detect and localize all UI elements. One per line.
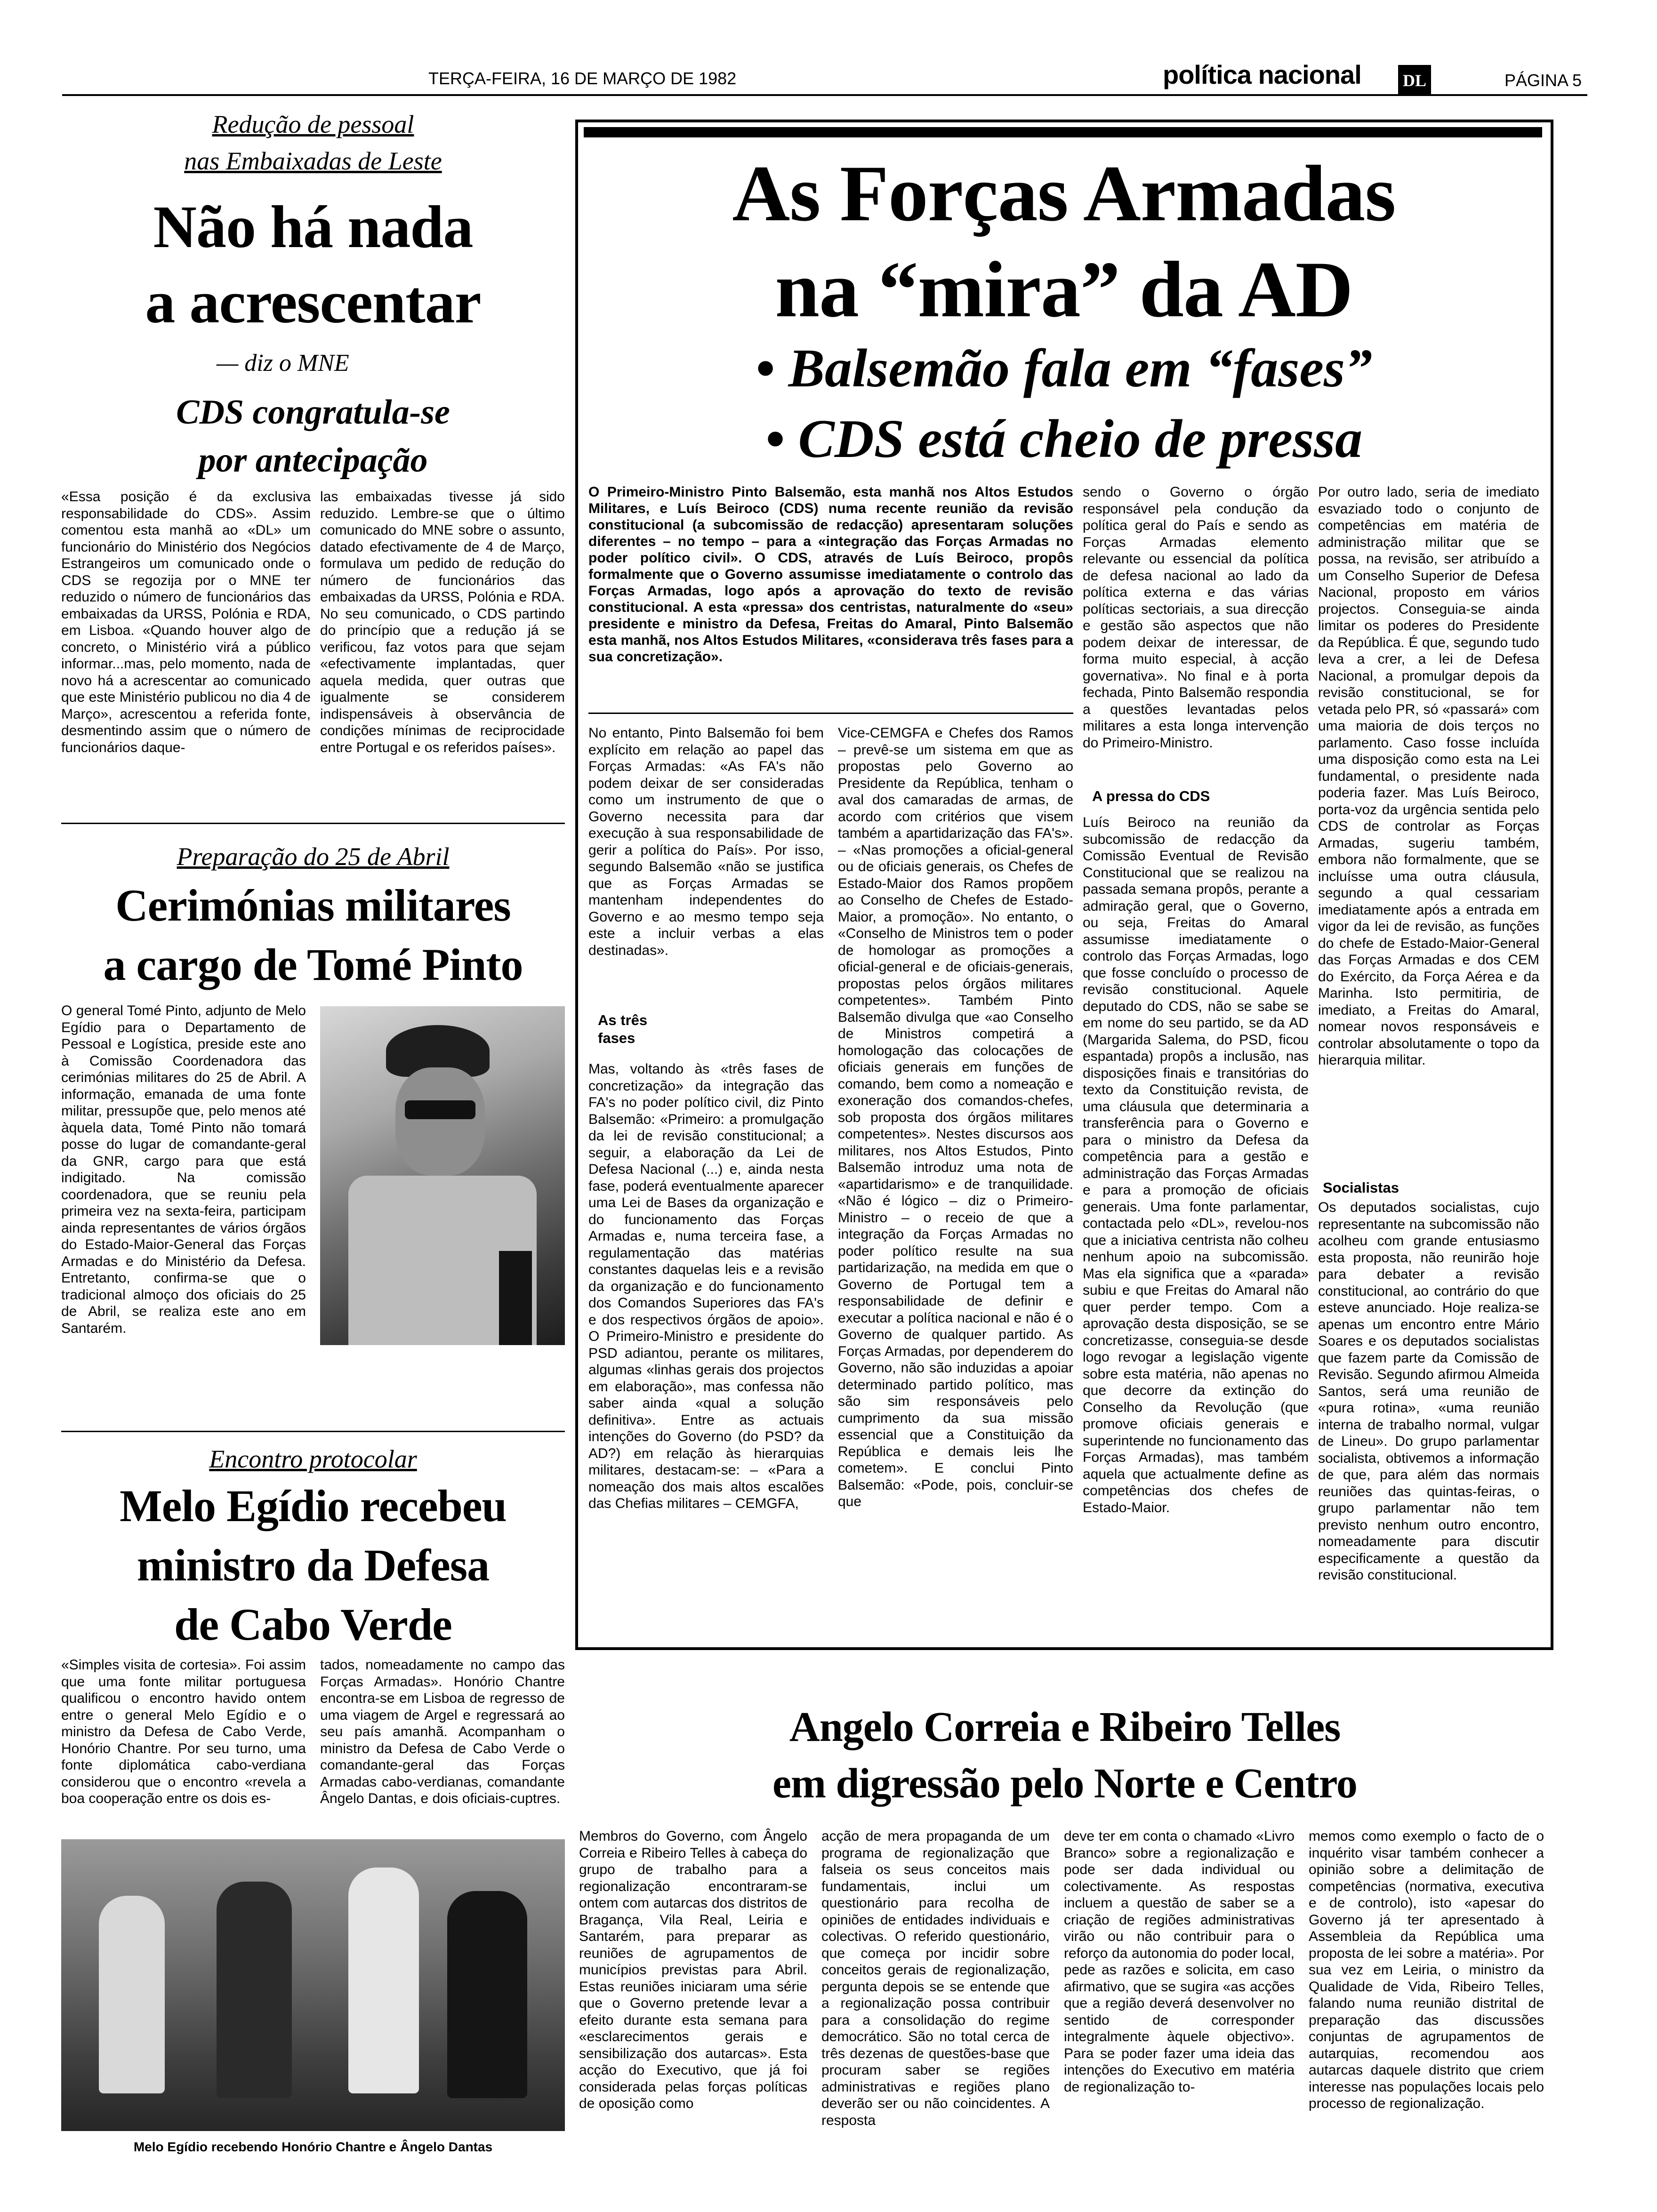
forcas-col-3b: Luís Beiroco na reunião da subcomissão de redacção da Comissão Eventual de Revisão Constitucional que se realizou na passada semana propôs, perante a admiração geral, que o Governo, ou seja, Freitas do Amaral assumisse imediatamente o controlo das Forças Armadas, logo que fosse concluído o processo de revisão constitucional. Aquele deputado do CDS, não se sabe se em nome do seu partido, se da AD (Margarida Salema, do PSD, ficou espantada) propôs a inclusão, nas disposições finais e transitórias do texto da Constituição revista, de uma cláusula que determinaria a transferência para o Governo e para o ministro da Defesa da competência para a gestão e administração das Forças Armadas e para a promoção de oficiais generais. Uma fonte parlamentar, contactada pelo «DL», revelou-nos que a iniciativa centrista não colheu nenhum apoio na subcomissão. Mas ela significa que a «parada» subiu e que Freitas do Amaral não quer perder tempo. Com a aprovação desta disposição, se se concretizasse, conseguia-se desde logo revogar a legislação vigente sobre esta matéria, não apenas no que decorre da extinção do Conselho da Revolução (que promove oficiais generais e superintende no funcionamento das Forças Armadas), mas também aquela que actualmente define as competências dos chefes de Estado-Maior. (1083, 815, 1309, 1515)
angelo-col-1: Membros do Governo, com Ângelo Correia e Ribeiro Telles à cabeça do grupo de trabalho para a regionalização encontraram-se ontem com autarcas dos distritos de Bragança, Vila Real, Leiria e Santarém, para preparar as reuniões de agrupamentos de municípios previstas para Abril. Estas reuniões iniciaram uma série que o Governo pretende levar a efeito durante esta semana para «esclarecimentos gerais e sensibilização dos autarcas». Esta acção do Executivo, que já foi considerada pelas forças políticas de oposição como (579, 1828, 807, 2111)
masthead-rule (62, 94, 1587, 96)
embaixadas-col-2: las embaixadas tivesse já sido reduzido. Lembre-se que o último comunicado do MNE sobre o assunto, datado efectivamente de 4 de Março, formulava um pedido de redução do número de funcionários das embaixadas da URSS, Polónia e RDA. No seu comunicado, o CDS partindo do princípio que a redução já se verificou, faz votos para que sejam «efectivamente implantadas, quer aquela medida, quer outras que igualmente se considerem indispensáveis à observância de condições mínimas de reciprocidade entre Portugal e os referidos países». (320, 489, 565, 755)
embaixadas-headline-2: a acrescentar (145, 269, 481, 336)
forcas-col-1a: No entanto, Pinto Balsemão foi bem explícito em relação ao papel das Forças Armadas: «As FA's não podem deixar de ser consideradas como um instrumento de que o Governo necessita para dar execução à sua responsabilidade de gerir a política do País». Por isso, segundo Balsemão «não se justifica que as Forças Armadas se mantenham independentes do Governo e ao mesmo tempo seja este a incluir verbas a elas destinadas». (588, 725, 824, 958)
forcas-lead: O Primeiro-Ministro Pinto Balsemão, esta manhã nos Altos Estudos Militares, e Luís Beiroco (CDS) numa recente reunião da revisão constitucional (a subcomissão de redacção) apresentaram soluções diferentes – no tempo – para a «integração das Forças Armadas no poder político civil». O CDS, através de Luís Beiroco, propôs formalmente que o Governo assumisse imediatamente o controlo das Forças Armadas, logo após a aprovação do texto de revisão constitucional. A esta «pressa» dos centristas, naturalmente do «seu» presidente e ministro da Defesa, Freitas do Amaral, Pinto Balsemão esta manhã, nos Altos Estudos Militares, «considerava três fases para a sua concretização». (588, 484, 1073, 665)
forcas-deck-1: • Balsemão fala em “fases” (755, 338, 1373, 399)
forcas-col-4b: Os deputados socialistas, cujo representante na subcomissão não acolheu com grande entusiasmo esta proposta, não reunirão hoje para debater a revisão constitucional, ao contrário do que esteve anunciado. Hoje realiza-se apenas um encontro entre Mário Soares e os deputados socialistas que fazem parte da Comissão de Revisão. Segundo afirmou Almeida Santos, será uma reunião de «pura rotina», «uma reunião interna de trabalho normal, vulgar de Lineu». Do grupo parlamentar socialista, obtivemos a informação de que, para além das normais reuniões das quintas-feiras, o grupo parlamentar não tem previsto nenhum outro encontro, nomeadamente para discutir especificamente a questão da revisão constitucional. (1318, 1200, 1539, 1583)
masthead-date: TERÇA-FEIRA, 16 DE MARÇO DE 1982 (428, 69, 737, 88)
lead-rule (588, 713, 1073, 714)
cerimonias-headline-2: a cargo de Tomé Pinto (103, 939, 523, 990)
angelo-col-3: deve ter em conta o chamado «Livro Branco» sobre a regionalização e pode ser dada individual ou colectivamente. As respostas incluem a questão de saber se a criação de regiões administrativas virão ou não contribuir para o reforço da autonomia do poder local, pede as razões e solicita, em caso afirmativo, que se sugira «as acções que a região deverá desenvolver no sentido de corresponder integralmente àquele objectivo». Para se poder fazer uma ideia das intenções do Executivo em matéria de regionalização to- (1064, 1828, 1295, 2095)
divider-1 (61, 823, 565, 824)
cerimonias-kicker: Preparação do 25 de Abril (177, 842, 450, 871)
section-title: política nacional (1163, 60, 1361, 89)
angelo-headline-1: Angelo Correia e Ribeiro Telles (789, 1704, 1341, 1750)
forcas-headline-2: na “mira” da AD (775, 245, 1353, 334)
dl-logo: DL (1398, 65, 1431, 96)
cabo-verde-col-2: tados, nomeadamente no campo das Forças Armadas». Honório Chantre encontra-se em Lisboa de regresso de uma viagem de Argel e regressará ao seu país amanhã. Acompanham o ministro da Defesa de Cabo Verde o comandante-geral das Forças Armadas cabo-verdianas, comandante Ângelo Dantas, e dois oficiais-cuptres. (320, 1657, 565, 1806)
cabo-verde-kicker: Encontro protocolar (209, 1445, 417, 1473)
forcas-top-bar (584, 127, 1542, 137)
angelo-col-4: memos como exemplo o facto de o inquérito visar também conhecer a opinião sobre a delimitação de competências (normativa, executiva e de controlo), isto «apesar do Governo já ter apresentado à Assembleia da República uma proposta de lei sobre a matéria». Por sua vez em Leiria, o ministro da Qualidade de Vida, Ribeiro Telles, falando numa reunião distrital de preparação das discussões conjuntas de agrupamentos de autarquias, recomendou aos autarcas daquele distrito que criem interesse nas populações locais pelo processo de regionalização. (1309, 1828, 1544, 2111)
forcas-col-2: Vice-CEMGFA e Chefes dos Ramos – prevê-se um sistema em que as propostas pelo Governo ao Presidente da República, tenham o aval dos camaradas de armas, de acordo com critérios que visem também a apartidarização das FA's». – «Nas promoções a oficial-general ou de oficiais generais, os Chefes de Estado-Maior dos Ramos propõem ao Conselho de Chefes de Estado-Maior, a promoção». No entanto, o «Conselho de Ministros tem o poder de homologar as promoções a oficial-general e de oficiais-generais, propostas pelos órgãos militares competentes». Também Pinto Balsemão divulga que «ao Conselho de Ministros competirá a homologação das colocações de oficiais generais em funções de comando, bem como a nomeação e exoneração dos comandos-chefes, sob proposta dos órgãos militares competentes». Nestes discursos aos militares, nos Altos Estudos, Pinto Balsemão introduz uma nota de «apartidarismo» e de tranquilidade. «Não é lógico – diz o Primeiro-Ministro – o receio de que a integração da Forças Armadas no poder político resulte na sua partidarização, na medida em que o Governo de Portugal tem a responsabilidade de definir e executar a política nacional e não é o Governo de qualquer partido. As Forças Armadas, por dependerem do Governo, não são induzidas a apoiar determinado partido político, mas são sim responsáveis pelo cumprimento da sua missão essencial que a Constituição da República e demais leis lhe cometem». E conclui Pinto Balsemão: «Pode, pois, concluir-se que (838, 725, 1073, 1509)
forcas-headline-1: As Forças Armadas (732, 149, 1396, 238)
melo-egidio-photo (61, 1839, 565, 2131)
forcas-col-3a: sendo o Governo o órgão responsável pela condução da política geral do País e sendo as Forças Armadas elemento relevante ou essencial da política de defesa nacional ao lado da política externa e das várias políticas sectoriais, a sua direcção e gestão são aspectos que não podem deixar de interessar, de forma muito especial, à acção governativa». No final e à porta fechada, Pinto Balsemão respondia a questões levantadas pelos militares a esta longa intervenção do Primeiro-Ministro. (1083, 484, 1309, 751)
angelo-headline-2: em digressão pelo Norte e Centro (772, 1760, 1357, 1807)
forcas-sub-fases-2: fases (598, 1030, 635, 1046)
cabo-verde-headline-2: ministro da Defesa (137, 1540, 490, 1590)
cerimonias-body: O general Tomé Pinto, adjunto de Melo Egídio para o Departamento de Pessoal e Logística, preside este ano à Comissão Coordenadora das cerimónias militares do 25 de Abril. A informação, emanada de uma fonte militar, pressupõe que, pelo menos até àquela data, Tomé Pinto não tomará posse do lugar de comandante-geral da GNR, cargo para que está indigitado. Na comissão coordenadora, que se reuniu pela primeira vez na sexta-feira, participam ainda representantes de vários órgãos do Estado-Maior-General das Forças Armadas e do Ministério da Defesa. Entretanto, confirma-se que o tradicional almoço dos oficiais do 25 de Abril, se realiza este ano em Santarém. (61, 1003, 306, 1336)
page-number: PÁGINA 5 (1504, 71, 1582, 90)
cabo-verde-col-1: «Simples visita de cortesia». Foi assim que uma fonte militar portuguesa qualificou o encontro havido ontem entre o general Melo Egídio e o ministro da Defesa de Cabo Verde, Honório Chantre. Por seu turno, uma fonte diplomática cabo-verdiana considerou que o encontro «revela a boa cooperação entre os dois es- (61, 1657, 306, 1806)
embaixadas-headline-1: Não há nada (153, 193, 473, 260)
angelo-col-2: acção de mera propaganda de um programa de regionalização que falseia os seus conceitos mais fundamentais, inclui um questionário para recolha de opiniões de entidades individuais e colectivas. O referido questionário, que começa por incidir sobre conceitos gerais de regionalização, pergunta depois se se entende que a regionalização possa contribuir para a consolidação do regime democrático. São no total cerca de três dezenas de questões-base que procuram saber se regiões administrativas e regiões plano deverão ser ou não coincidentes. A resposta (821, 1828, 1050, 2128)
embaixadas-kicker-2: nas Embaixadas de Leste (184, 147, 442, 175)
forcas-sub-fases-1: As três (598, 1012, 648, 1028)
embaixadas-kicker-1: Redução de pessoal (212, 110, 414, 138)
divider-2 (61, 1431, 565, 1432)
embaixadas-subhead-1: CDS congratula-se (176, 393, 450, 432)
forcas-deck-2: • CDS está cheio de pressa (765, 409, 1363, 469)
tome-pinto-photo (320, 1006, 565, 1345)
cabo-verde-headline-1: Melo Egídio recebeu (120, 1481, 507, 1531)
forcas-col-1b: Mas, voltando às «três fases de concretização» da integração das FA's no poder político civil, diz Pinto Balsemão: «Primeiro: a promulgação da lei de revisão constitucional; a seguir, a elaboração da Lei de Defesa Nacional (...) e, ainda nesta fase, poderá eventualmente aparecer uma Lei de Bases da organização e do funcionamento das Forças Armadas e, numa terceira fase, a regulamentação das matérias constantes daquelas leis e a revisão da organização e do funcionamento dos Comandos Superiores das FA's e dos respectivos órgãos de apoio». O Primeiro-Ministro e presidente do PSD adiantou, perante os militares, algumas «linhas gerais dos projectos em elaboração», mas confessa não saber ainda «qual a solução definitiva». Entre as actuais intenções do Governo (do PSD? da AD?) em relação às hierarquias militares, destacam-se: – «Para a nomeação dos mais altos escalões das Chefias militares – CEMGFA, (588, 1061, 824, 1511)
melo-egidio-caption: Melo Egídio recebendo Honório Chantre e Ângelo Dantas (133, 2140, 493, 2154)
embaixadas-col-1: «Essa posição é da exclusiva responsabilidade do CDS». Assim comentou esta manhã ao «DL» um funcionário do Ministério dos Negócios Estrangeiros um comunicado onde o CDS se regozija por o MNE ter reduzido o número de funcionários das embaixadas da URSS, Polónia e RDA, em Lisboa. «Quando houver algo de concreto, o Ministério virá a público informar...mas, pelo momento, nada de novo há a acrescentar ao comunicado que este Ministério publicou no dia 4 de Março», acrescentou a referida fonte, desmentindo assim que o número de funcionários daque- (61, 489, 311, 755)
forcas-sub-pressa: A pressa do CDS (1092, 788, 1210, 804)
cabo-verde-headline-3: de Cabo Verde (174, 1599, 452, 1650)
forcas-col-4a: Por outro lado, seria de imediato esvaziado todo o conjunto de competências em matéria de administração militar que se possa, na revisão, ser atribuído a um Conselho Superior de Defesa Nacional, proposto em vários projectos. Conseguia-se ainda limitar os poderes do Presidente da República. É que, segundo tudo leva a crer, a lei de Defesa Nacional, a promulgar depois da revisão constitucional, se for vetada pelo PR, só «passará» com uma maioria de dois terços no parlamento. Caso fosse incluída uma disposição como esta na Lei fundamental, o presidente nada poderia fazer. Mas Luís Beiroco, porta-voz da urgência sentida pelo CDS de controlar as Forças Armadas, sugeriu também, embora não formalmente, que se incluísse uma outra cláusula, segundo a qual cessariam imediatamente após a entrada em vigor da lei de revisão, as funções do chefe de Estado-Maior-General das Forças Armadas e dos CEM do Exército, da Força Aérea e da Marinha. Isto permitiria, de imediato, a Freitas do Amaral, nomear novos responsáveis e controlar absolutamente o topo da hierarquia militar. (1318, 484, 1539, 1068)
embaixadas-byline: — diz o MNE (217, 350, 349, 377)
embaixadas-subhead-2: por antecipação (198, 441, 428, 480)
forcas-sub-socialistas: Socialistas (1323, 1179, 1399, 1196)
cerimonias-headline-1: Cerimónias militares (115, 880, 511, 930)
